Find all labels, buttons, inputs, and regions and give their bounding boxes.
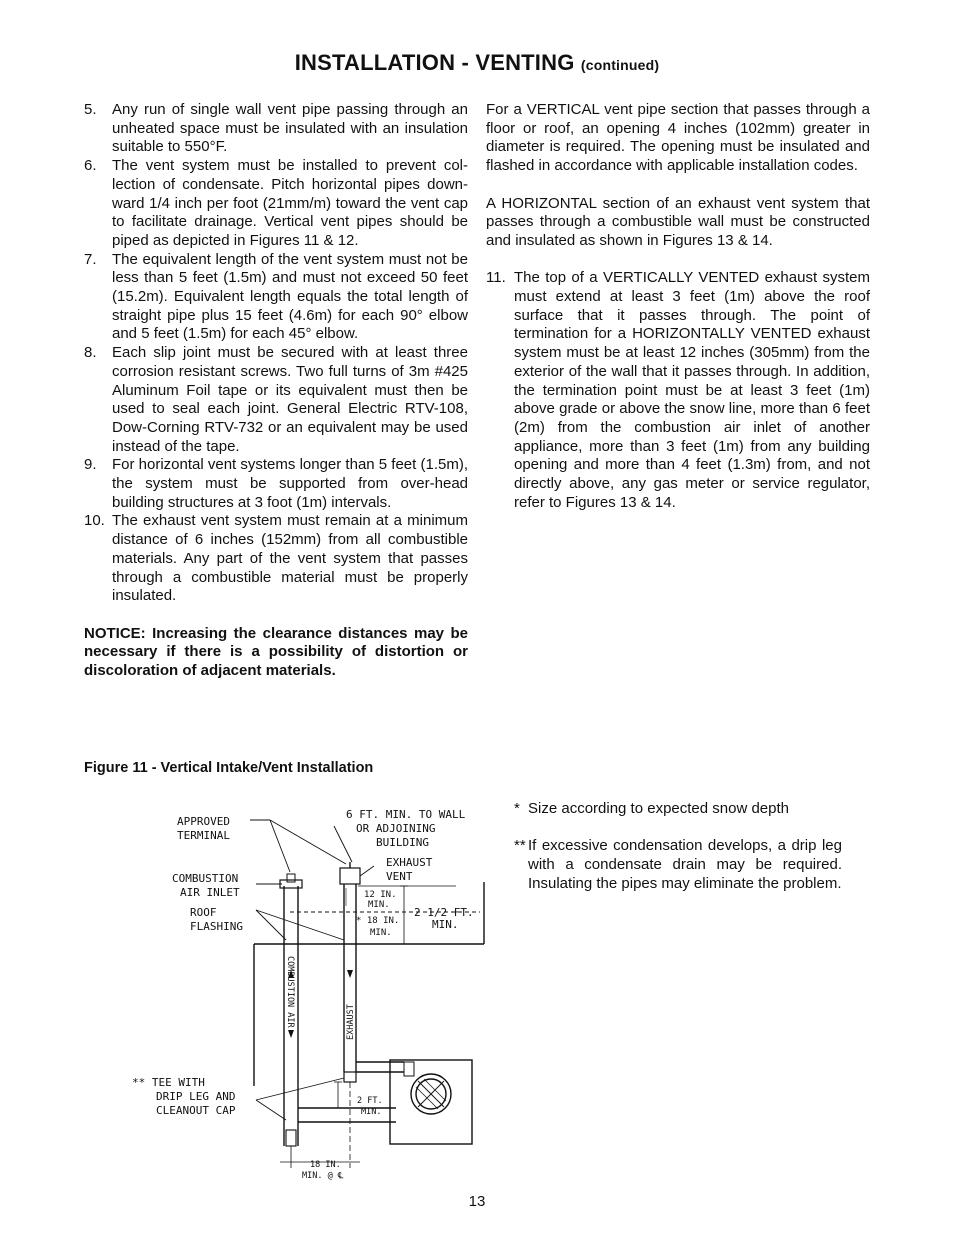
note-text: If excessive condensation develops, a drip leg with a condensate drain may be required. Insulating the pipes may eliminate the problem. — [528, 837, 842, 892]
label-2-ft-2: MIN. — [361, 1107, 382, 1117]
label-18-in-star-2: MIN. — [370, 928, 392, 938]
notice-text: NOTICE: Increasing the clearance distances may be necessary if there is a possibility of distortion or discoloration of adjacent materials. — [84, 624, 468, 680]
item-number: 11. — [486, 269, 506, 287]
item-text: For horizontal vent systems longer than 5 feet (1.5m), the system must be supported from over-head building structures at 3 foot (1m) intervals. — [112, 456, 468, 511]
label-roof-flashing-1: ROOF — [190, 906, 217, 919]
label-exhaust-vent-1: EXHAUST — [386, 856, 433, 869]
label-tee-1: ** TEE WITH — [132, 1076, 205, 1089]
label-wall-2: OR ADJOINING — [356, 822, 436, 835]
label-2-half-ft-1: 2 1/2 FT. — [414, 906, 474, 919]
label-approved-terminal-2: TERMINAL — [177, 829, 230, 842]
label-roof-flashing-2: FLASHING — [190, 920, 243, 933]
label-18-in-bottom-2: MIN. @ ℄ — [302, 1171, 344, 1181]
item-text: The top of a VERTICALLY VENTED exhaust system must extend at least 3 feet (1m) above the roof surface that it passes through. The point of termination for a HORIZONTALLY VENTED exhaust system must be at least 12 inches (305mm) from the exterior of the wall that it passes through. In addition, the termination point must be at least 3 feet (1m) above grade or above the snow line, more than 6 feet (2m) from the combustion air inlet of another appliance, more than 3 feet (1m) from any building opening and more than 4 feet (1.3m) from, and not directly above, any gas meter or service regulator, refer to Figures 13 & 14. — [514, 269, 870, 511]
item-text: Any run of single wall vent pipe passing through an unheated space must be insulated with an insulation suitable to 550°F. — [112, 101, 468, 156]
item-text: Each slip joint must be secured with at least three corrosion resistant screws. Two full turns of 3m #425 Aluminum Foil tape or its equivalent must then be used to seal each joint. General Electric RTV-108, Dow-Corning RTV-732 or an equivalent may be used instead of the tape. — [112, 344, 468, 455]
label-exhaust-vent-2: VENT — [386, 870, 413, 883]
label-combustion-inlet-1: COMBUSTION — [172, 872, 239, 885]
title-main: INSTALLATION - VENTING — [294, 50, 575, 75]
item-number: 6. — [84, 157, 97, 175]
label-2-half-ft-2: MIN. — [432, 918, 459, 931]
figure-notes — [514, 800, 842, 894]
label-combustion-inlet-2: AIR INLET — [180, 886, 240, 899]
label-tee-3: CLEANOUT CAP — [156, 1104, 236, 1117]
label-2-ft-1: 2 FT. — [357, 1096, 383, 1106]
label-12-in-2: MIN. — [368, 900, 390, 910]
item-number: 10. — [84, 512, 105, 530]
note-item — [514, 800, 842, 819]
note-text: Size according to expected snow depth — [528, 800, 789, 817]
paragraph-horizontal: A HORIZONTAL section of an exhaust vent system that passes through a combustible wall must be constructed and insulated as shown in Figures 13 & 14. — [486, 194, 870, 249]
label-18-in-star-1: * 18 IN. — [356, 916, 400, 926]
item-number: 5. — [84, 101, 97, 118]
label-exhaust-pipe: EXHAUST — [346, 1004, 356, 1040]
item-number: 8. — [84, 344, 97, 362]
note-mark: ** — [514, 837, 526, 855]
label-wall-3: BUILDING — [376, 836, 429, 849]
figure-caption: Figure 11 - Vertical Intake/Vent Installation — [84, 760, 374, 776]
note-mark: * — [514, 800, 520, 817]
item-text: The vent system must be installed to prevent col-lection of condensate. Pitch horizontal pipes down-ward 1/4 inch per foot (21mm/m) toward the vent cap to facilitate drainage. Vertical vent pipes should be piped as depicted in Figures 11 & 12. — [112, 157, 468, 249]
label-wall-1: 6 FT. MIN. TO WALL — [346, 808, 466, 821]
note-item — [514, 837, 842, 893]
label-18-in-bottom-1: 18 IN. — [310, 1160, 341, 1170]
item-text: The equivalent length of the vent system must not be less than 5 feet (1.5m) and must not exceed 50 feet (15.2m). Equivalent length equals the total length of straight pipe plus 15 feet (4.6m) for each 90° elbow and 5 feet (1.5m) for each 45° elbow. — [112, 250, 468, 343]
item-number: 9. — [84, 456, 97, 474]
item-text: The exhaust vent system must remain at a minimum distance of 6 inches (152mm) from all combustible materials. Any part of the vent system that passes through a combustible material must be properly insulated. — [112, 512, 468, 605]
label-combustion-air-pipe: COMBUSTION AIR — [285, 956, 295, 1028]
label-tee-2: DRIP LEG AND — [156, 1090, 236, 1103]
paragraph-vertical: For a VERTICAL vent pipe section that passes through a floor or roof, an opening 4 inches (102mm) greater in diameter is required. The opening must be insulated and flashed in accordance with applicable installation codes. — [486, 101, 870, 175]
title-continued: (continued) — [580, 57, 660, 73]
label-12-in-1: 12 IN. — [364, 890, 397, 900]
label-approved-terminal-1: APPROVED — [177, 815, 230, 828]
item-number: 7. — [84, 250, 97, 268]
page-number: 13 — [468, 1193, 486, 1210]
